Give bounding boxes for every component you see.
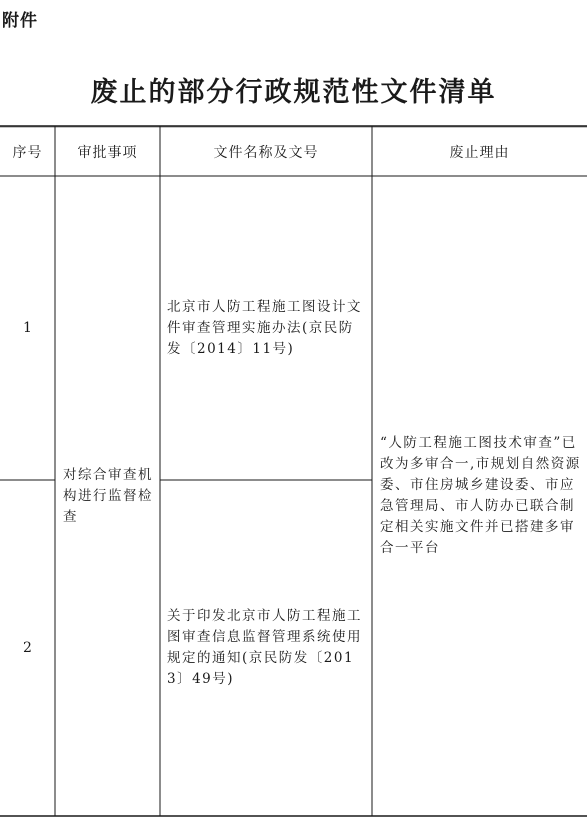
row-2-file-name: 关于印发北京市人防工程施工图审查信息监督管理系统使用规定的通知(京民防发〔2013〕49号): [167, 608, 362, 687]
row-1-seq: 1: [23, 320, 32, 336]
document-title: 废止的部分行政规范性文件清单: [90, 77, 497, 108]
header-seq: 序号: [12, 144, 43, 161]
attachment-label: 附件: [2, 11, 38, 31]
header-approval-item: 审批事项: [77, 144, 138, 161]
header-file-name: 文件名称及文号: [213, 144, 319, 161]
header-abolish-reason: 废止理由: [449, 144, 510, 161]
row-1-file-name: 北京市人防工程施工图设计文件审查管理实施办法(京民防发〔2014〕11号): [167, 298, 362, 357]
row-2-seq: 2: [23, 640, 32, 656]
abolish-reason-cell: “人防工程施工图技术审查”已改为多审合一,市规划自然资源委、市住房城乡建设委、市应急管理局、市人防办已联合制定相关实施文件并已搭建多审合一平台: [380, 435, 581, 556]
approval-item-cell: 对综合审查机构进行监督检查: [63, 466, 153, 525]
